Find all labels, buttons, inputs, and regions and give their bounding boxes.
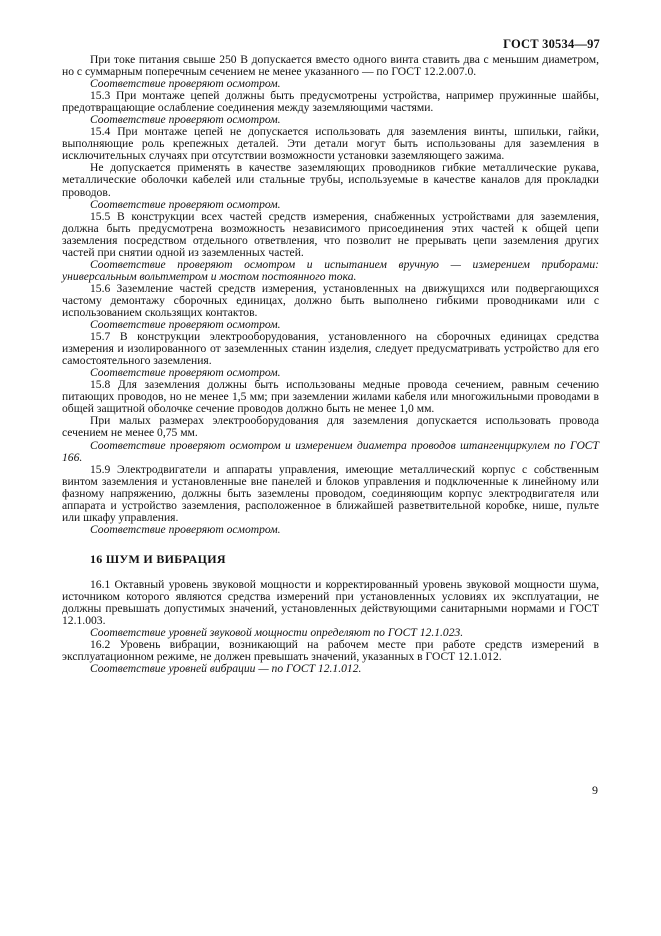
paragraph: 15.6 Заземление частей средств измерения, установленных на движущихся или подвергающихся частому демонтажу сборочных единицах, должно быть выполнено гибкими проводниками или с использованием скользящих контактов. [62, 281, 599, 319]
verification-note: Соответствие проверяют осмотром. [90, 318, 281, 332]
paragraph: При малых размерах электрооборудования для заземления допускается использовать провода сечением не менее 0,75 мм. [62, 414, 599, 440]
paragraph: 15.4 При монтаже цепей не допускается использовать для заземления винты, шпильки, гайки, выполняющие роль крепежных деталей. Эти детали могут быть использованы для заземления в исключительных случаях при отсутствии возможности установки заземляющего зажима. [62, 125, 599, 163]
paragraph: 15.7 В конструкции электрооборудования, установленного на сборочных единицах средства измерения и изолированного от заземленных станин изделия, следует предусматривать устройство для его самостоятельного заземления. [62, 330, 599, 368]
verification-note: Соответствие проверяют осмотром. [90, 522, 281, 536]
paragraph: Не допускается применять в качестве заземляющих проводников гибкие металлические рукава, металлические оболочки кабелей или стальные трубы, используемые в качестве каналов для прокладки проводов. [62, 161, 599, 199]
paragraph: При токе питания свыше 250 В допускается вместо одного винта ставить два с меньшим диаметром, но с суммарным поперечным сечением не менее указанного — по ГОСТ 12.2.007.0. [62, 53, 599, 79]
verification-note: Соответствие проверяют осмотром. [90, 197, 281, 211]
verification-note: Соответствие уровней звуковой мощности определяют по ГОСТ 12.1.023. [90, 626, 464, 640]
section-16-heading: 16 ШУМ И ВИБРАЦИЯ [90, 551, 226, 566]
verification-note: Соответствие проверяют осмотром. [90, 366, 281, 380]
verification-note: Соответствие проверяют осмотром и измерением диаметра проводов штангенциркулем по ГОСТ 166. [62, 438, 599, 464]
verification-note: Соответствие уровней вибрации — по ГОСТ 12.1.012. [90, 662, 362, 676]
paragraph: 15.9 Электродвигатели и аппараты управления, имеющие металлический корпус с собственным винтом заземления и установленные вне панелей и блоков управления и подключенные к линейному или фазному напряжению, должны быть заземлены проводом, соединяющим корпус электродвигателя или аппарата и устройство заземления, расположенное в ближайшей разветвительной коробке, нише, пульте или шкафу управления. [62, 462, 599, 524]
section-15-body [62, 54, 599, 536]
section-16-body [62, 579, 599, 675]
paragraph: 15.8 Для заземления должны быть использованы медные провода сечением, равным сечению питающих проводов, но не менее 1,5 мм; при заземлении жилами кабеля или многожильными проводами в общей защитной оболочке сечение проводов должно быть не менее 1,0 мм. [62, 378, 599, 416]
verification-note: Соответствие проверяют осмотром и испытанием вручную — измерением приборами: универсальным вольтметром и мостом постоянного тока. [62, 257, 599, 283]
document-code-header: ГОСТ 30534—97 [503, 37, 600, 51]
page-number: 9 [592, 783, 598, 797]
paragraph: 16.1 Октавный уровень звуковой мощности и корректированный уровень звуковой мощности шума, источником которого являются средства измерений при установленных условиях их эксплуатации, не должны превышать допустимых значений, установленных действующими санитарными нормами и ГОСТ 12.1.003. [62, 577, 599, 628]
verification-note: Соответствие проверяют осмотром. [90, 113, 281, 127]
document-body [62, 54, 599, 675]
paragraph: 15.3 При монтаже цепей должны быть предусмотрены устройства, например пружинные шайбы, предотвращающие ослабление соединения между заземляющими частями. [62, 89, 599, 115]
paragraph: 16.2 Уровень вибрации, возникающий на рабочем месте при работе средств измерений в эксплуатационном режиме, не должен превышать значений, указанных в ГОСТ 12.1.012. [62, 638, 599, 664]
verification-note: Соответствие проверяют осмотром. [90, 77, 281, 91]
paragraph: 15.5 В конструкции всех частей средств измерения, снабженных устройствами для заземления, должна быть предусмотрена возможность независимого присоединения этих частей к общей цепи заземления посредством отдельного ответвления, что позволит не прерывать цепи заземления других частей при снятии одной из заземленных частей. [62, 209, 599, 259]
